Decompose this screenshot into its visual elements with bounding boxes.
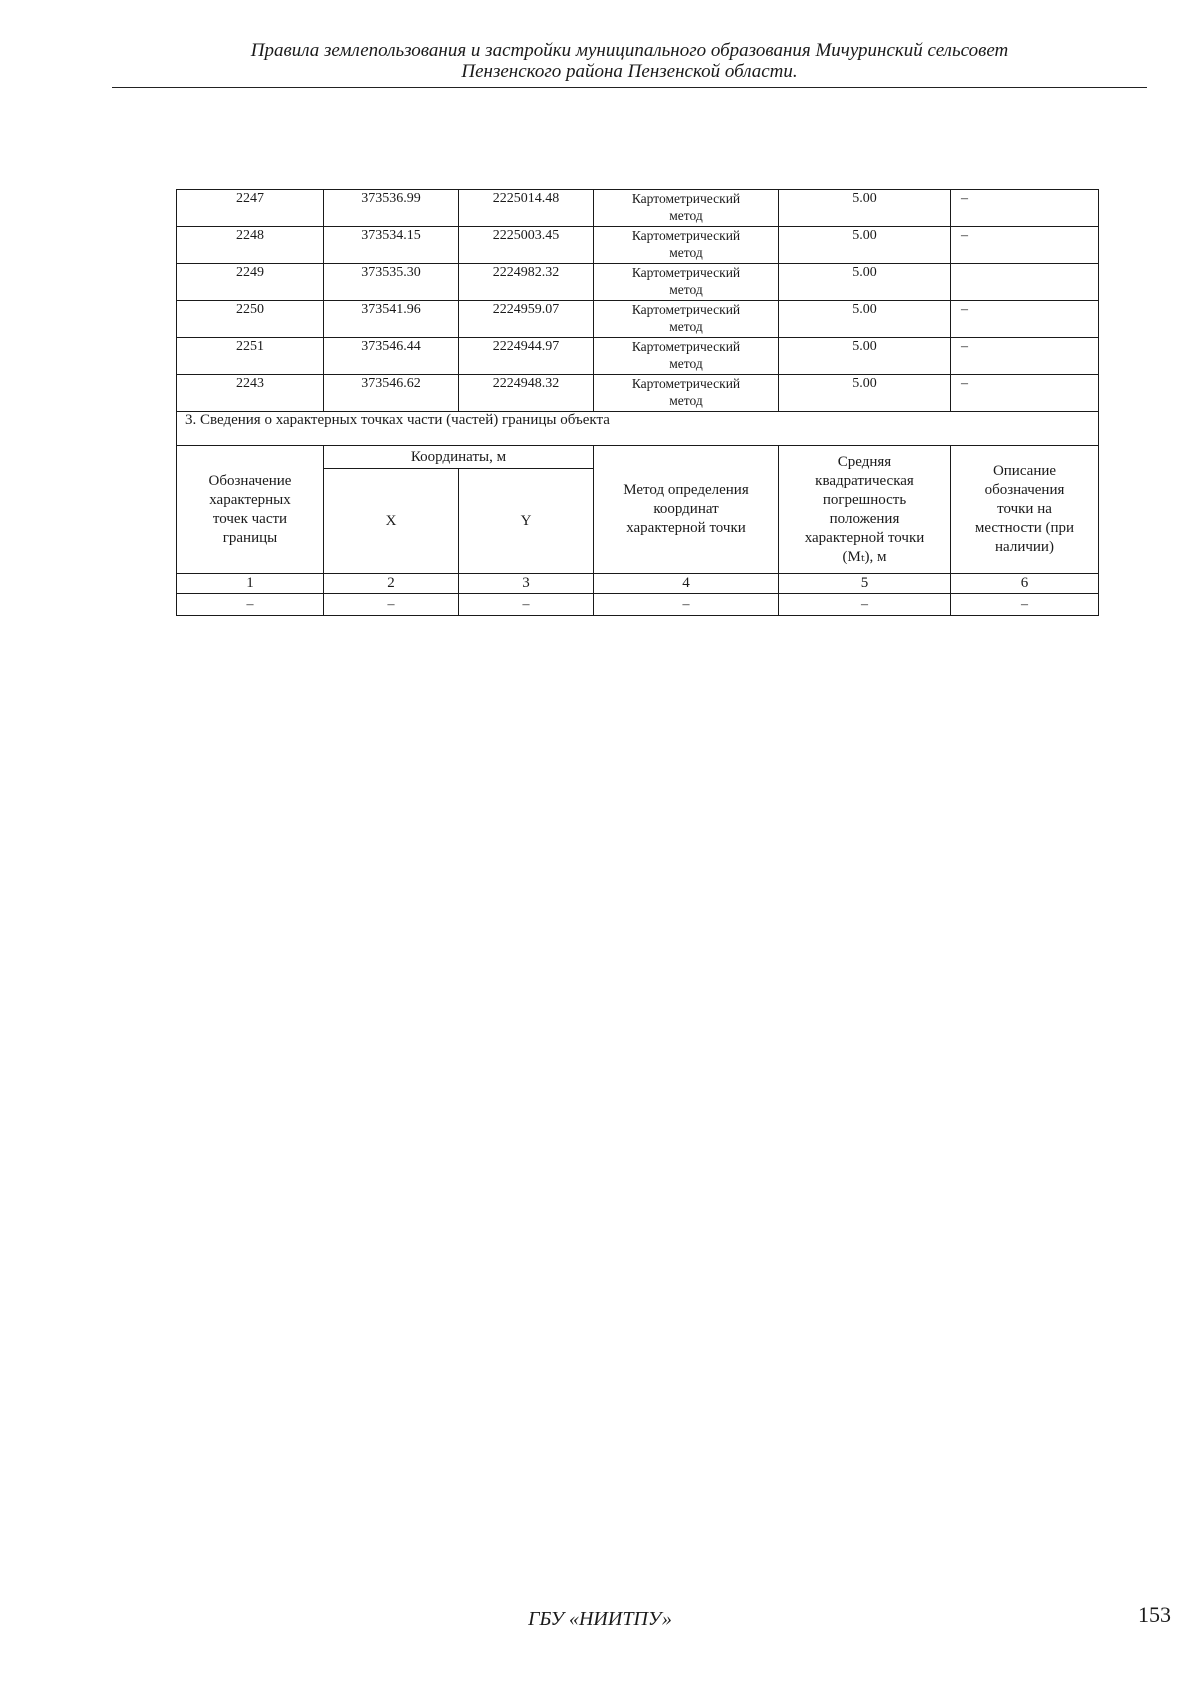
accuracy-cell: 5.00	[779, 338, 951, 375]
description-cell: –	[951, 227, 1099, 264]
table-row	[177, 375, 1099, 412]
empty-cell: –	[779, 594, 951, 616]
page-header	[112, 40, 1147, 82]
column-numbers-row	[177, 574, 1099, 594]
column-number: 6	[951, 574, 1099, 594]
accuracy-cell: 5.00	[779, 375, 951, 412]
table-row	[177, 227, 1099, 264]
header-designation: Обозначение характерных точек части границы	[177, 446, 324, 574]
header-line-1: Правила землепользования и застройки муниципального образования Мичуринский сельсовет	[250, 40, 1009, 61]
y-coordinate-cell: 2224959.07	[459, 301, 594, 338]
accuracy-cell: 5.00	[779, 227, 951, 264]
x-coordinate-cell: 373534.15	[324, 227, 459, 264]
column-number: 3	[459, 574, 594, 594]
header-x: X	[324, 469, 459, 574]
method-cell: Картометрический метод	[594, 264, 779, 301]
empty-cell: –	[459, 594, 594, 616]
method-cell: Картометрический метод	[594, 338, 779, 375]
accuracy-cell: 5.00	[779, 190, 951, 227]
column-number: 1	[177, 574, 324, 594]
point-id-cell: 2250	[177, 301, 324, 338]
table-row	[177, 264, 1099, 301]
method-cell: Картометрический метод	[594, 301, 779, 338]
y-coordinate-cell: 2224944.97	[459, 338, 594, 375]
empty-cell: –	[324, 594, 459, 616]
y-coordinate-cell: 2225014.48	[459, 190, 594, 227]
table-row	[177, 301, 1099, 338]
section-3-title: 3. Сведения о характерных точках части (частей) границы объекта	[177, 412, 1099, 446]
empty-cell: –	[177, 594, 324, 616]
header-coordinates: Координаты, м	[324, 446, 594, 469]
y-coordinate-cell: 2224948.32	[459, 375, 594, 412]
header-line-2: Пензенского района Пензенской области.	[461, 61, 798, 82]
x-coordinate-cell: 373546.44	[324, 338, 459, 375]
y-coordinate-cell: 2224982.32	[459, 264, 594, 301]
x-coordinate-cell: 373536.99	[324, 190, 459, 227]
boundary-points-table	[176, 189, 1099, 616]
point-id-cell: 2251	[177, 338, 324, 375]
header-description: Описание обозначения точки на местности (при наличии)	[951, 446, 1099, 574]
table-row	[177, 190, 1099, 227]
empty-cell: –	[951, 594, 1099, 616]
accuracy-cell: 5.00	[779, 264, 951, 301]
empty-cell: –	[594, 594, 779, 616]
header-y: Y	[459, 469, 594, 574]
header-rule	[112, 87, 1147, 88]
method-cell: Картометрический метод	[594, 375, 779, 412]
page-footer: ГБУ «НИИТПУ»	[528, 1608, 672, 1630]
column-number: 2	[324, 574, 459, 594]
description-cell: –	[951, 338, 1099, 375]
x-coordinate-cell: 373535.30	[324, 264, 459, 301]
x-coordinate-cell: 373541.96	[324, 301, 459, 338]
column-number: 5	[779, 574, 951, 594]
description-cell: –	[951, 190, 1099, 227]
x-coordinate-cell: 373546.62	[324, 375, 459, 412]
point-id-cell: 2243	[177, 375, 324, 412]
description-cell: –	[951, 301, 1099, 338]
description-cell: –	[951, 375, 1099, 412]
header-method: Метод определения координат характерной точки	[594, 446, 779, 574]
point-id-cell: 2249	[177, 264, 324, 301]
accuracy-cell: 5.00	[779, 301, 951, 338]
y-coordinate-cell: 2225003.45	[459, 227, 594, 264]
point-id-cell: 2248	[177, 227, 324, 264]
method-cell: Картометрический метод	[594, 227, 779, 264]
empty-row	[177, 594, 1099, 616]
column-number: 4	[594, 574, 779, 594]
table-row	[177, 338, 1099, 375]
method-cell: Картометрический метод	[594, 190, 779, 227]
header-accuracy: Средняя квадратическая погрешность положения характерной точки (Mₜ), м	[779, 446, 951, 574]
description-cell	[951, 264, 1099, 301]
point-id-cell: 2247	[177, 190, 324, 227]
page-number: 153	[1138, 1602, 1171, 1627]
